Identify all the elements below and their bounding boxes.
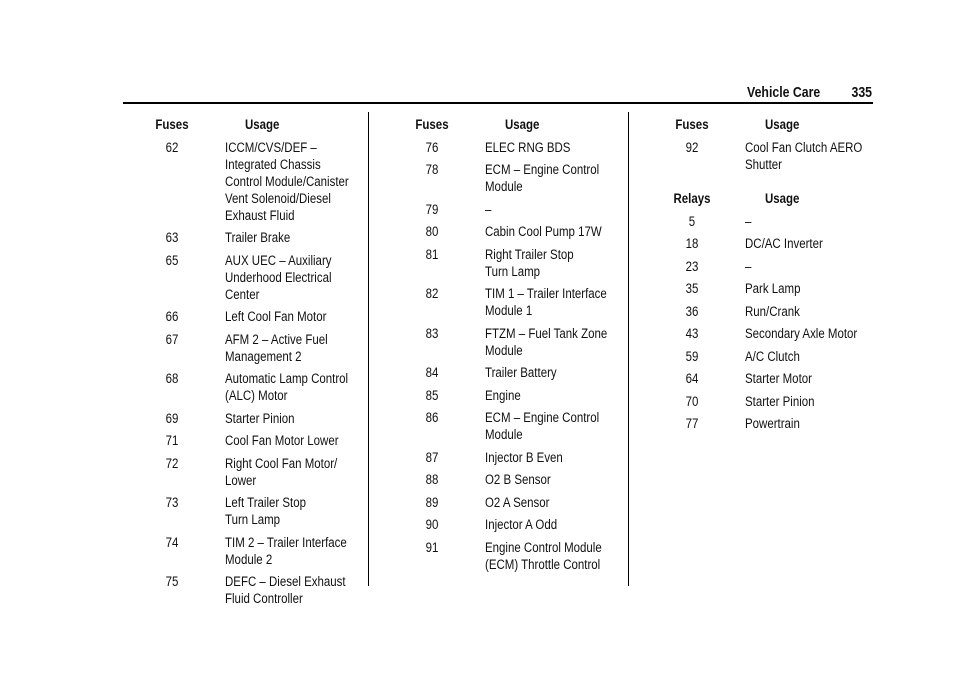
table-row-usage: O2 B Sensor — [485, 472, 551, 487]
table-row-id: 78 — [425, 162, 439, 177]
table-row-usage: Left Trailer Stop Turn Lamp — [225, 495, 307, 527]
table-row-id: 72 — [165, 455, 179, 471]
table-row-usage: Starter Pinion — [745, 393, 815, 409]
table-row-id: 36 — [685, 303, 699, 319]
table-row-id: 88 — [425, 472, 439, 487]
table-row-id: 23 — [685, 258, 699, 274]
table-row-id: 67 — [165, 331, 179, 347]
table-row-usage: A/C Clutch — [745, 348, 800, 364]
table-row-id: 89 — [425, 494, 439, 510]
column-header-usage: Usage — [505, 117, 540, 132]
table-row-usage: TIM 1 – Trailer Interface Module 1 — [485, 286, 607, 318]
table-row-usage: Park Lamp — [745, 281, 801, 296]
table-row-usage: O2 A Sensor — [485, 494, 550, 510]
table-row-id: 69 — [165, 410, 179, 426]
table-row-id: 87 — [425, 449, 439, 465]
table-row-id: 65 — [165, 252, 179, 268]
table-row-id: 84 — [425, 365, 439, 380]
table-row-usage: Engine — [485, 387, 521, 403]
table-row-id: 73 — [165, 495, 179, 510]
page-header — [0, 80, 872, 104]
table-row-id: 63 — [165, 230, 179, 245]
relay-header-id: Relays — [673, 191, 711, 206]
table-row-usage: – — [745, 258, 752, 274]
table-row-usage: Cabin Cool Pump 17W — [485, 224, 602, 239]
table-row-id: 76 — [425, 139, 439, 155]
table-row-id: 66 — [165, 309, 179, 324]
table-row-id: 62 — [165, 139, 179, 155]
table-row-id: 92 — [685, 139, 699, 155]
table-row-id: 80 — [425, 224, 439, 239]
table-row-usage: ICCM/CVS/DEF – Integrated Chassis Control Module/Canister Vent Solenoid/Diesel Exhaust Fluid — [225, 139, 349, 223]
table-row-id: 68 — [165, 371, 179, 386]
table-row-id: 43 — [685, 326, 699, 341]
table-row-usage: AFM 2 – Active Fuel Management 2 — [225, 331, 328, 364]
table-row-usage: ECM – Engine Control Module — [485, 162, 600, 194]
table-row-usage: Trailer Battery — [485, 365, 557, 380]
table-row-id: 90 — [425, 517, 439, 532]
table-row-id: 79 — [425, 201, 439, 217]
column-header-id: Fuses — [675, 117, 709, 132]
table-row-usage: TIM 2 – Trailer Interface Module 2 — [225, 534, 347, 567]
table-row-id: 85 — [425, 387, 439, 403]
table-row-usage: – — [485, 201, 492, 217]
table-row-usage: FTZM – Fuel Tank Zone Module — [485, 325, 608, 358]
column-header-usage: Usage — [245, 117, 280, 132]
table-row-id: 18 — [685, 236, 699, 251]
table-row-usage: DC/AC Inverter — [745, 236, 823, 251]
table-row-id: 71 — [165, 433, 179, 448]
column-header-id: Fuses — [415, 117, 449, 132]
table-row-id: 59 — [685, 348, 699, 364]
column-header-usage: Usage — [765, 117, 800, 132]
table-row-usage: AUX UEC – Auxiliary Underhood Electrical Center — [225, 252, 332, 302]
table-row-usage: ECM – Engine Control Module — [485, 410, 600, 442]
column-header-id: Fuses — [155, 117, 189, 132]
table-row-usage: Powertrain — [745, 416, 800, 431]
table-row-id: 81 — [425, 246, 439, 262]
relay-header-usage: Usage — [765, 191, 800, 206]
table-row-usage: Cool Fan Motor Lower — [225, 433, 339, 448]
table-row-usage: Starter Pinion — [225, 410, 295, 426]
table-row-usage: DEFC – Diesel Exhaust Fluid Controller — [225, 574, 346, 606]
table-row-id: 86 — [425, 410, 439, 425]
table-row-id: 74 — [165, 534, 179, 550]
table-row-usage: Run/Crank — [745, 303, 800, 319]
table-row-usage: Injector A Odd — [485, 517, 558, 532]
table-row-id: 77 — [685, 416, 699, 431]
table-row-usage: ELEC RNG BDS — [485, 139, 571, 155]
table-row-usage: Right Cool Fan Motor/ Lower — [225, 455, 338, 488]
table-row-usage: Secondary Axle Motor — [745, 326, 858, 341]
table-row-usage: – — [745, 213, 752, 229]
table-row-usage: Automatic Lamp Control (ALC) Motor — [225, 371, 349, 403]
table-row-usage: Injector B Even — [485, 449, 563, 465]
table-row-id: 70 — [685, 393, 699, 409]
table-row-id: 83 — [425, 325, 439, 341]
table-row-id: 91 — [425, 539, 439, 555]
table-row-usage: Starter Motor — [745, 371, 812, 386]
table-row-id: 82 — [425, 286, 439, 301]
table-row-usage: Right Trailer Stop Turn Lamp — [485, 246, 574, 279]
table-row-id: 35 — [685, 281, 699, 296]
page-number: 335 — [851, 84, 872, 101]
table-row-usage: Left Cool Fan Motor — [225, 309, 327, 324]
table-row-usage: Engine Control Module (ECM) Throttle Control — [485, 539, 602, 572]
section-title: Vehicle Care — [746, 84, 820, 101]
table-row-id: 64 — [685, 371, 699, 386]
table-row-usage: Cool Fan Clutch AERO Shutter — [745, 139, 863, 172]
table-row-id: 75 — [165, 574, 179, 589]
table-row-usage: Trailer Brake — [225, 230, 291, 245]
table-row-id: 5 — [688, 213, 696, 229]
header-rule — [123, 102, 873, 104]
